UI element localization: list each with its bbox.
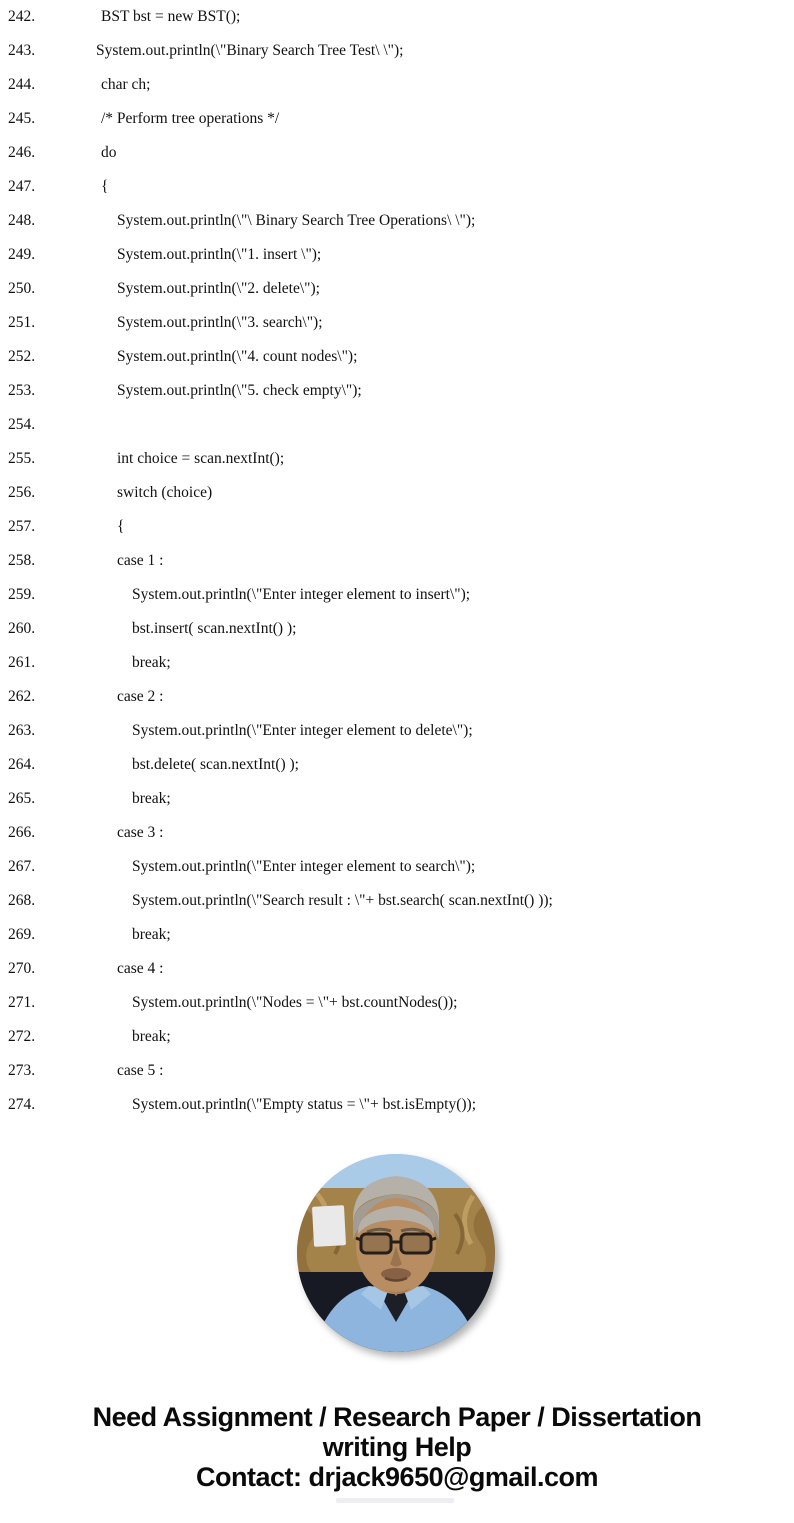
code-text: break; bbox=[132, 926, 171, 943]
code-text: case 5 : bbox=[117, 1062, 164, 1079]
code-text: System.out.println(\"4. count nodes\"); bbox=[117, 348, 358, 365]
code-text: System.out.println(\"Binary Search Tree Test\ \"); bbox=[96, 42, 404, 59]
code-text: System.out.println(\"Enter integer element to search\"); bbox=[132, 858, 476, 875]
code-text: System.out.println(\"Search result : \"+ bst.search( scan.nextInt() )); bbox=[132, 892, 553, 909]
line-number: 255. bbox=[8, 450, 36, 467]
line-number: 261. bbox=[8, 654, 36, 671]
code-line bbox=[0, 1054, 794, 1088]
code-line bbox=[0, 884, 794, 918]
code-text: System.out.println(\"Empty status = \"+ bst.isEmpty()); bbox=[132, 1096, 477, 1113]
code-text: System.out.println(\"Enter integer element to insert\"); bbox=[132, 586, 471, 603]
code-text: break; bbox=[132, 1028, 171, 1045]
line-number: 272. bbox=[8, 1028, 36, 1045]
line-number: 252. bbox=[8, 348, 36, 365]
code-line bbox=[0, 204, 794, 238]
code-text: case 2 : bbox=[117, 688, 164, 705]
code-line bbox=[0, 544, 794, 578]
code-line bbox=[0, 476, 794, 510]
code-text: case 3 : bbox=[117, 824, 164, 841]
portrait-illustration bbox=[297, 1154, 495, 1352]
line-number: 250. bbox=[8, 280, 36, 297]
code-line bbox=[0, 102, 794, 136]
code-line bbox=[0, 272, 794, 306]
code-line bbox=[0, 612, 794, 646]
line-number: 249. bbox=[8, 246, 36, 263]
code-text: break; bbox=[132, 790, 171, 807]
code-line bbox=[0, 136, 794, 170]
line-number: 251. bbox=[8, 314, 36, 331]
line-number: 265. bbox=[8, 790, 36, 807]
line-number: 263. bbox=[8, 722, 36, 739]
line-number: 259. bbox=[8, 586, 36, 603]
line-number: 256. bbox=[8, 484, 36, 501]
code-line bbox=[0, 340, 794, 374]
line-number: 244. bbox=[8, 76, 36, 93]
line-number: 269. bbox=[8, 926, 36, 943]
line-number: 246. bbox=[8, 144, 36, 161]
code-text: case 1 : bbox=[117, 552, 164, 569]
line-number: 243. bbox=[8, 42, 36, 59]
footer-divider bbox=[336, 1498, 454, 1503]
code-text: System.out.println(\"Enter integer element to delete\"); bbox=[132, 722, 473, 739]
line-number: 254. bbox=[8, 416, 36, 433]
code-text: System.out.println(\"1. insert \"); bbox=[117, 246, 322, 263]
line-number: 262. bbox=[8, 688, 36, 705]
line-number: 270. bbox=[8, 960, 36, 977]
code-line bbox=[0, 646, 794, 680]
line-number: 260. bbox=[8, 620, 36, 637]
line-number: 267. bbox=[8, 858, 36, 875]
code-line bbox=[0, 918, 794, 952]
code-line bbox=[0, 1088, 794, 1122]
code-line bbox=[0, 34, 794, 68]
code-line bbox=[0, 986, 794, 1020]
code-line bbox=[0, 0, 794, 34]
code-text: char ch; bbox=[101, 76, 151, 93]
code-line bbox=[0, 374, 794, 408]
code-text: System.out.println(\"3. search\"); bbox=[117, 314, 323, 331]
code-line bbox=[0, 442, 794, 476]
code-line bbox=[0, 816, 794, 850]
code-text: System.out.println(\"2. delete\"); bbox=[117, 280, 320, 297]
line-number: 268. bbox=[8, 892, 36, 909]
code-text: System.out.println(\"\ Binary Search Tree Operations\ \"); bbox=[117, 212, 476, 229]
line-number: 253. bbox=[8, 382, 36, 399]
code-text: /* Perform tree operations */ bbox=[101, 110, 280, 127]
code-line bbox=[0, 782, 794, 816]
code-line bbox=[0, 238, 794, 272]
footer-text bbox=[0, 1402, 794, 1492]
code-text: switch (choice) bbox=[117, 484, 213, 501]
line-number: 245. bbox=[8, 110, 36, 127]
line-number: 242. bbox=[8, 8, 36, 25]
line-number: 264. bbox=[8, 756, 36, 773]
footer-heading-line1: Need Assignment / Research Paper / Dissertation bbox=[92, 1402, 702, 1432]
code-text: case 4 : bbox=[117, 960, 164, 977]
line-number: 271. bbox=[8, 994, 36, 1011]
code-text: System.out.println(\"5. check empty\"); bbox=[117, 382, 362, 399]
code-line bbox=[0, 1020, 794, 1054]
code-line bbox=[0, 748, 794, 782]
code-line bbox=[0, 68, 794, 102]
code-line bbox=[0, 306, 794, 340]
code-text: { bbox=[117, 518, 125, 535]
avatar bbox=[297, 1154, 495, 1352]
line-number: 258. bbox=[8, 552, 36, 569]
code-text: break; bbox=[132, 654, 171, 671]
code-text: { bbox=[101, 178, 109, 195]
code-line bbox=[0, 578, 794, 612]
code-line bbox=[0, 952, 794, 986]
code-line bbox=[0, 510, 794, 544]
line-number: 273. bbox=[8, 1062, 36, 1079]
code-text: bst.insert( scan.nextInt() ); bbox=[132, 620, 297, 637]
footer-heading-line2: writing Help bbox=[322, 1432, 472, 1462]
code-text: BST bst = new BST(); bbox=[101, 8, 241, 25]
code-text: do bbox=[101, 144, 117, 161]
line-number: 257. bbox=[8, 518, 36, 535]
footer-contact-email: Contact: drjack9650@gmail.com bbox=[196, 1462, 598, 1492]
code-text: bst.delete( scan.nextInt() ); bbox=[132, 756, 299, 773]
code-line bbox=[0, 170, 794, 204]
line-number: 266. bbox=[8, 824, 36, 841]
code-text: System.out.println(\"Nodes = \"+ bst.countNodes()); bbox=[132, 994, 458, 1011]
code-line bbox=[0, 408, 794, 442]
code-line bbox=[0, 850, 794, 884]
code-text: int choice = scan.nextInt(); bbox=[117, 450, 285, 467]
line-number: 248. bbox=[8, 212, 36, 229]
line-number: 247. bbox=[8, 178, 36, 195]
code-line bbox=[0, 680, 794, 714]
code-line bbox=[0, 714, 794, 748]
line-number: 274. bbox=[8, 1096, 36, 1113]
